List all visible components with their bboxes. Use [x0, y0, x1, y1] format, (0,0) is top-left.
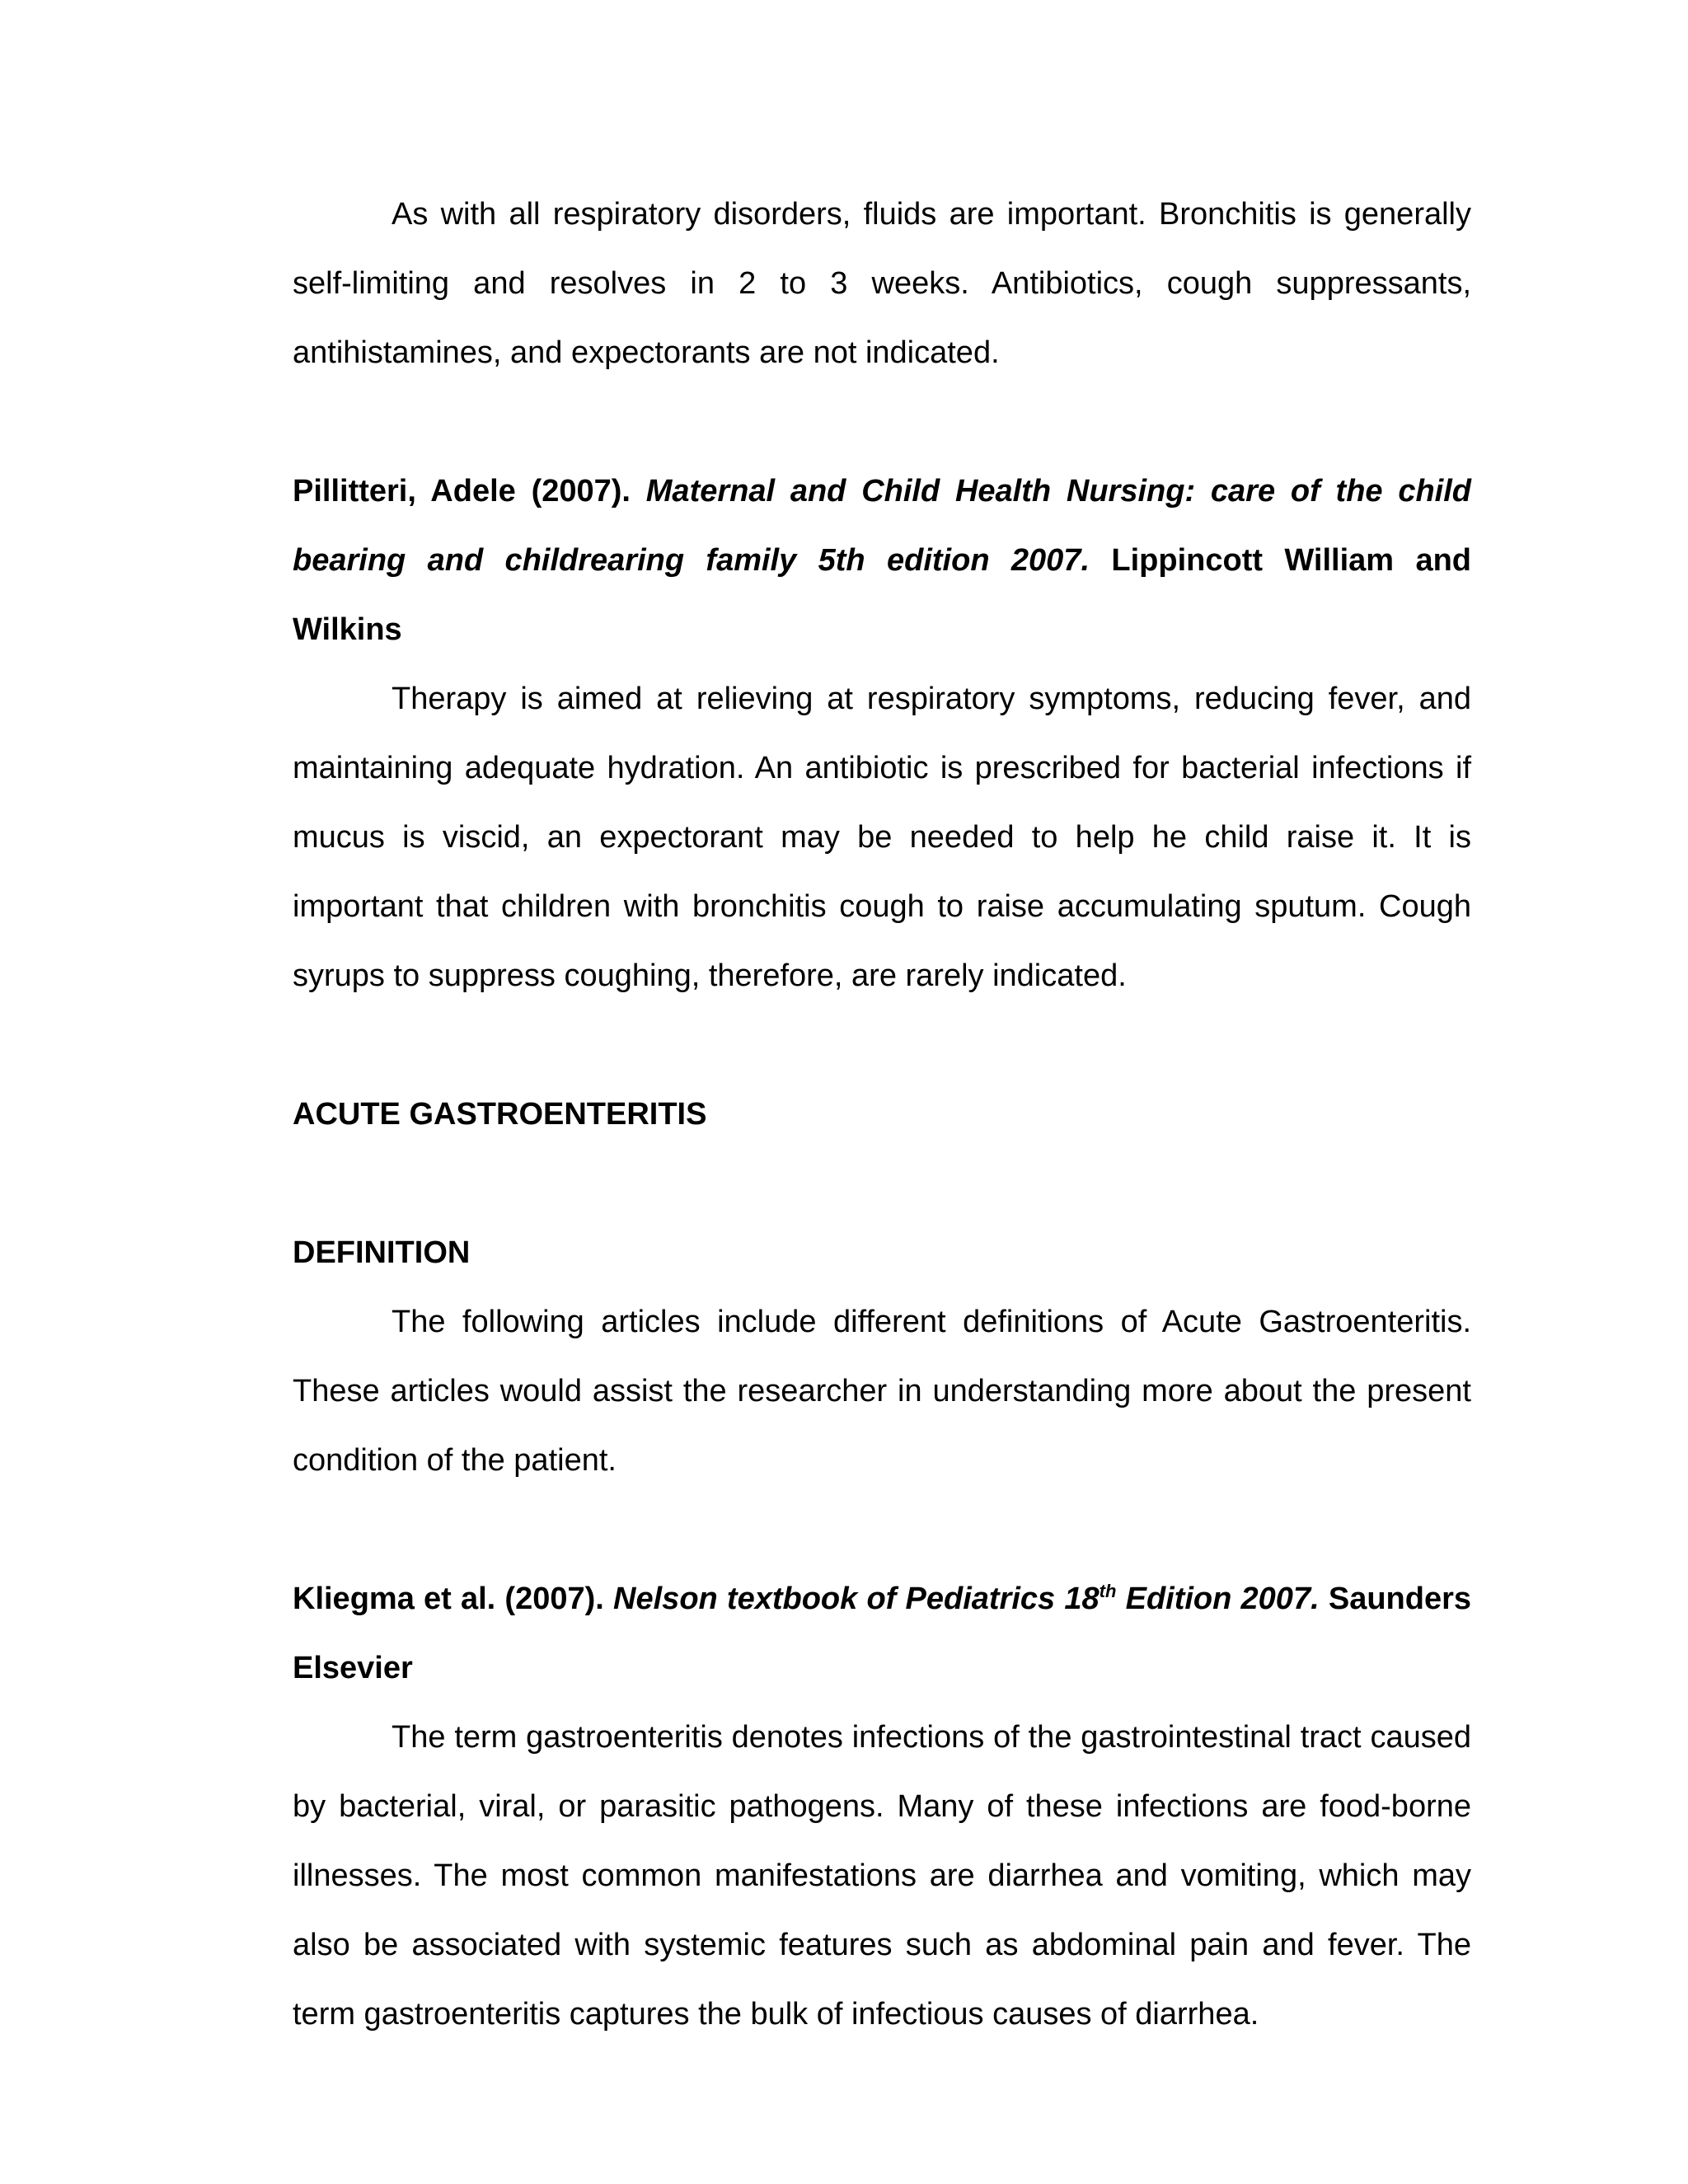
section-heading-definition: DEFINITION: [293, 1235, 471, 1270]
paragraph-therapy: Therapy is aimed at relieving at respiratory symptoms, reducing fever, and maintaining adequate hydration. An antibiotic is prescribed for bacterial infections if mucus is viscid, an expectorant may be needed to help he child raise it. It is important that children with bronchitis cough to raise accumulating sputum. Cough syrups to suppress coughing, therefore, are rarely indicated.: [293, 682, 1471, 993]
reference-kliegma: [293, 1564, 1471, 1703]
document-page: [293, 180, 1471, 2049]
section-heading-acute-gastroenteritis: ACUTE GASTROENTERITIS: [293, 1097, 707, 1132]
reference-publisher: Saunders Elsevier: [293, 1582, 1472, 1685]
reference-author: Kliegma et al. (2007).: [293, 1582, 604, 1616]
paragraph-definition: The following articles include different definitions of Acute Gastroenteritis. These articles would assist the researcher in understanding more about the present condition of the patient.: [293, 1305, 1471, 1478]
reference-title-end: Edition 2007.: [1116, 1582, 1320, 1616]
reference-publisher: Lippincott William and Wilkins: [293, 543, 1471, 647]
spacer: [293, 1495, 1471, 1564]
paragraph-gastroenteritis: The term gastroenteritis denotes infections of the gastrointestinal tract caused by bacterial, viral, or parasitic pathogens. Many of these infections are food-borne illnesses. The most common manifestations are diarrhea and vomiting, which may also be associated with systemic features such as abdominal pain and fever. The term gastroenteritis captures the bulk of infectious causes of diarrhea.: [293, 1720, 1471, 2032]
reference-title-superscript: th: [1099, 1581, 1117, 1601]
reference-title: Maternal and Child Health Nursing: care of the child bearing and childrearing family 5th edition 2007.: [293, 474, 1471, 578]
spacer: [293, 387, 1471, 457]
paragraph-bronchitis: As with all respiratory disorders, fluids are important. Bronchitis is generally self-limiting and resolves in 2 to 3 weeks. Antibiotics, cough suppressants, antihistamines, and expectorants are not indicated.: [293, 197, 1471, 370]
reference-author: Pillitteri, Adele (2007).: [293, 474, 631, 509]
spacer: [293, 1010, 1471, 1080]
reference-title-main: Nelson textbook of Pediatrics 18: [613, 1582, 1100, 1616]
spacer: [293, 1149, 1471, 1218]
reference-pillitteri: [293, 457, 1471, 664]
reference-title: [613, 1582, 1320, 1616]
